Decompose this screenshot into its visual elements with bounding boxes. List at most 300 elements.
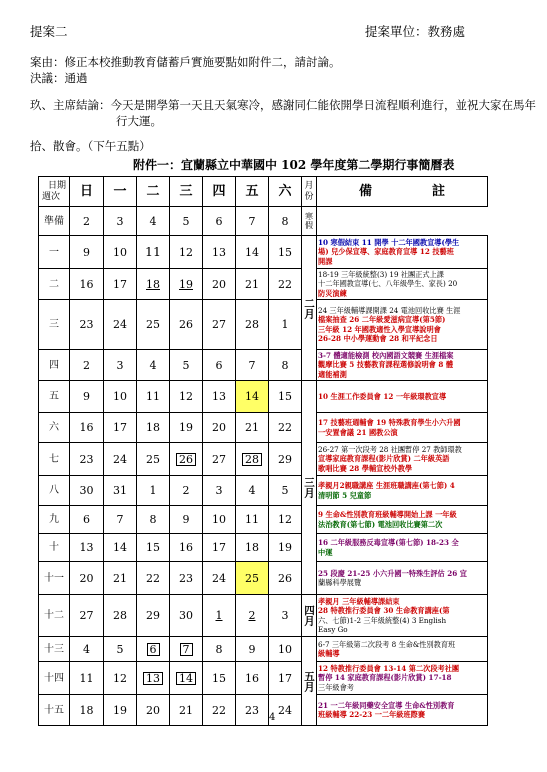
- day-number: 12: [278, 513, 292, 526]
- day-cell: [203, 662, 236, 695]
- week-label: 三: [39, 300, 70, 350]
- day-cell: [70, 506, 104, 534]
- day-number: 7: [248, 358, 256, 372]
- day-number: 10: [113, 390, 127, 403]
- day-number: 8: [281, 214, 289, 228]
- day-number: 2: [248, 609, 256, 622]
- remark-line: 12 特教推行委員會 13-14 第二次段考社團: [318, 664, 460, 674]
- day-cell: [236, 269, 269, 300]
- day-cell: [70, 595, 104, 637]
- corner-top: 日期: [47, 180, 66, 191]
- day-number: 7: [116, 513, 124, 526]
- day-cell: [203, 350, 236, 381]
- remark-cell: [317, 413, 488, 443]
- day-cell: [137, 534, 170, 562]
- day-cell: [269, 476, 302, 506]
- day-cell: [70, 662, 104, 695]
- day-cell: [70, 207, 104, 236]
- day-cell: [170, 381, 203, 413]
- day-header: 四: [203, 177, 236, 207]
- day-number: 17: [113, 277, 127, 291]
- day-number: 18: [79, 703, 94, 717]
- day-number: 15: [278, 390, 292, 403]
- day-number: 17: [212, 541, 226, 554]
- month-header: 月份: [302, 177, 317, 207]
- week-row: [39, 443, 488, 476]
- week-row: [39, 562, 488, 595]
- day-cell: [236, 350, 269, 381]
- day-cell: [170, 300, 203, 350]
- day-cell: [203, 637, 236, 662]
- day-cell: [170, 506, 203, 534]
- day-header: 二: [137, 177, 170, 207]
- remark-line: 級輔導: [318, 649, 340, 658]
- day-number: 6: [215, 358, 223, 372]
- day-cell: [137, 595, 170, 637]
- proposal-label: 提案二: [30, 24, 68, 39]
- week-label: 十一: [39, 562, 70, 595]
- day-cell: [104, 595, 137, 637]
- day-cell: [137, 207, 170, 236]
- day-cell: [137, 269, 170, 300]
- week-row: [39, 662, 488, 695]
- day-cell: [104, 269, 137, 300]
- day-cell: [137, 350, 170, 381]
- week-row: [39, 381, 488, 413]
- remark-line: 24 三年級輔導課開課 24 電池回收比賽 生涯: [318, 306, 461, 316]
- week-row: [39, 506, 488, 534]
- day-cell: [203, 534, 236, 562]
- day-header: 六: [269, 177, 302, 207]
- day-number: 11: [145, 244, 161, 259]
- day-number: 8: [215, 642, 223, 656]
- day-cell: [203, 476, 236, 506]
- day-cell: [269, 413, 302, 443]
- day-number: 4: [83, 642, 90, 656]
- day-number: 25: [245, 571, 259, 585]
- remark-header: [317, 177, 488, 207]
- day-number: 1: [149, 484, 157, 497]
- day-number: 5: [281, 484, 289, 497]
- corner-header: [39, 177, 70, 207]
- remark-line: 寒假: [305, 211, 313, 230]
- day-cell: [269, 236, 302, 269]
- day-number: 11: [146, 390, 160, 403]
- month-cell: 三月: [302, 381, 317, 595]
- day-number: 20: [146, 703, 160, 717]
- proposal-unit: 提案單位：教務處: [365, 24, 466, 39]
- remark-line: 蘭縣科學展覽: [318, 578, 362, 587]
- day-cell: [104, 695, 137, 726]
- day-cell: [137, 637, 170, 662]
- day-number: 25: [146, 452, 160, 466]
- remark-line: 檔案抽查 26 二年級愛滋病宣導(第5節): [318, 315, 446, 325]
- day-number: 5: [116, 642, 124, 656]
- day-number: 9: [83, 245, 90, 259]
- day-number: 15: [278, 245, 292, 259]
- day-number: 18: [146, 421, 160, 434]
- day-number: 9: [83, 390, 90, 403]
- day-number: 28: [113, 609, 127, 622]
- day-number: 30: [179, 609, 193, 622]
- remark-line: 十二年國教宣導(七、八年級學生、家長) 20: [318, 279, 458, 289]
- week-label: 十二: [39, 595, 70, 637]
- day-number: 21: [245, 277, 259, 291]
- day-number: 14: [176, 672, 196, 685]
- day-cell: [170, 207, 203, 236]
- day-cell: [137, 413, 170, 443]
- day-cell: [170, 236, 203, 269]
- day-cell: [70, 236, 104, 269]
- day-cell: [269, 381, 302, 413]
- day-number: 6: [83, 513, 90, 526]
- day-number: 26: [179, 318, 193, 331]
- day-cell: [269, 506, 302, 534]
- day-cell: [137, 476, 170, 506]
- day-cell: [203, 269, 236, 300]
- day-number: 16: [79, 277, 94, 291]
- day-cell: [137, 506, 170, 534]
- day-number: 23: [179, 571, 193, 585]
- day-cell: [203, 381, 236, 413]
- day-number: 26: [176, 453, 196, 466]
- day-cell: [170, 443, 203, 476]
- remark-cell: [317, 236, 488, 269]
- day-number: 17: [278, 671, 292, 685]
- day-cell: [104, 534, 137, 562]
- day-cell: [104, 381, 137, 413]
- day-number: 14: [245, 390, 259, 403]
- day-cell: [70, 269, 104, 300]
- remark-cell: [317, 476, 488, 506]
- day-cell: [170, 350, 203, 381]
- day-cell: [236, 595, 269, 637]
- day-number: 12: [179, 390, 193, 403]
- remark-line: 觀摩比賽 5 技藝教育課程選修說明會 8 體: [318, 360, 454, 370]
- remark-line: 9 生命&性別教育班級輔導開始上課 一年級: [318, 510, 457, 520]
- week-label: 一: [39, 236, 70, 269]
- day-cell: [70, 534, 104, 562]
- day-number: 29: [146, 609, 160, 622]
- day-number: 4: [149, 358, 157, 372]
- day-cell: [236, 476, 269, 506]
- day-number: 24: [113, 318, 127, 331]
- remark-line: 適能補測: [318, 369, 347, 379]
- day-number: 15: [212, 671, 226, 685]
- week-row: [39, 637, 488, 662]
- day-number: 27: [79, 609, 94, 622]
- remark-line: 歌唱比賽 28 學輔宣校外教學: [318, 463, 413, 473]
- remark-line: 18-19 三年級統整(3) 19 社團正式上課: [318, 270, 444, 280]
- remark-line: Easy Go: [318, 624, 348, 634]
- day-cell: [203, 207, 236, 236]
- day-cell: [236, 562, 269, 595]
- day-cell: [203, 506, 236, 534]
- day-number: 4: [248, 484, 256, 497]
- remark-line: 宣導家庭教育課程(影片欣賞) 二年級英語: [318, 454, 450, 464]
- day-cell: [170, 269, 203, 300]
- day-number: 30: [79, 484, 94, 497]
- day-cell: [137, 300, 170, 350]
- day-cell: [70, 350, 104, 381]
- day-cell: [137, 695, 170, 726]
- day-number: 23: [79, 318, 94, 331]
- day-number: 23: [79, 452, 94, 466]
- day-cell: [137, 381, 170, 413]
- day-number: 12: [179, 245, 193, 259]
- remark-line: 場) 兒少保宣導、家庭教育宣導 12 技藝班: [318, 247, 454, 257]
- day-number: 26: [278, 571, 292, 585]
- day-cell: [70, 300, 104, 350]
- remark-line: 六、七節)1-2 三年級統整(4) 3 English: [318, 615, 447, 625]
- day-number: 24: [212, 571, 226, 585]
- remark-line: 16 二年級服務反毒宣導(第七節) 18-23 全: [318, 538, 459, 548]
- day-number: 21: [179, 703, 193, 717]
- day-cell: [104, 207, 137, 236]
- day-cell: [70, 562, 104, 595]
- day-number: 29: [278, 452, 292, 466]
- day-cell: [269, 662, 302, 695]
- day-number: 16: [179, 541, 193, 554]
- day-number: 24: [278, 703, 292, 717]
- day-number: 16: [245, 671, 259, 685]
- day-number: 25: [146, 318, 160, 331]
- week-row: [39, 476, 488, 506]
- remark-b: 註: [432, 184, 446, 199]
- day-cell: [104, 637, 137, 662]
- page-number: 4: [269, 712, 276, 723]
- day-cell: [104, 662, 137, 695]
- remark-line: 28 特教推行委員會 30 生命教育講座(第: [318, 606, 450, 616]
- day-cell: [203, 562, 236, 595]
- week-label: 十: [39, 534, 70, 562]
- week-row: [39, 207, 488, 236]
- day-cell: [104, 562, 137, 595]
- week-row: [39, 595, 488, 637]
- day-number: 19: [113, 703, 127, 717]
- week-row: [39, 413, 488, 443]
- day-number: 17: [113, 421, 127, 434]
- day-number: 3: [116, 358, 124, 372]
- day-number: 21: [245, 421, 259, 434]
- conclusion-line-1: 玖、主席結論：今天是開學第一天且天氣寒冷，感謝同仁能依開學日流程順利進行，並祝大家在馬年: [30, 98, 536, 112]
- day-number: 3: [281, 609, 289, 622]
- remark-line: 三年級 12 年國教適性入學宣導說明會: [318, 324, 441, 334]
- day-number: 28: [245, 318, 259, 331]
- day-cell: [203, 236, 236, 269]
- day-cell: [236, 534, 269, 562]
- day-cell: [269, 443, 302, 476]
- day-number: 20: [79, 571, 94, 585]
- day-cell: [269, 534, 302, 562]
- remark-line: 班級輔導 22-23 一二年級班際賽: [318, 710, 426, 719]
- day-number: 19: [179, 277, 193, 291]
- day-number: 15: [146, 541, 160, 554]
- day-number: 18: [146, 277, 160, 291]
- day-cell: [236, 300, 269, 350]
- remark-line: 25 段慶 21-25 小六升國一特殊生評估 26 宜: [318, 568, 467, 578]
- day-cell: [170, 476, 203, 506]
- day-number: 13: [212, 390, 226, 403]
- day-cell: [203, 413, 236, 443]
- remark-cell: [317, 534, 488, 562]
- day-number: 2: [83, 214, 90, 228]
- remark-line: 26-28 中小學運動會 28 和平紀念日: [318, 333, 438, 343]
- day-number: 9: [248, 642, 256, 656]
- day-number: 8: [149, 513, 157, 526]
- week-row: [39, 350, 488, 381]
- day-cell: [104, 300, 137, 350]
- week-label: 四: [39, 350, 70, 381]
- day-number: 22: [212, 703, 226, 717]
- week-label: 二: [39, 269, 70, 300]
- day-cell: [269, 562, 302, 595]
- day-number: 3: [116, 214, 124, 228]
- day-cell: [236, 506, 269, 534]
- day-number: 10: [278, 642, 292, 656]
- conclusion-line-2: 行大運。: [116, 114, 162, 128]
- day-cell: [236, 236, 269, 269]
- day-cell: [70, 476, 104, 506]
- day-cell: [203, 300, 236, 350]
- remark-cell: [317, 662, 488, 695]
- remark-line: 10 寒假結束 11 開學 十二年國教宣導(學生: [318, 238, 460, 248]
- day-number: 27: [212, 452, 226, 466]
- remark-line: 法治教育(第七節) 電池回收比賽第二次: [318, 519, 443, 529]
- remark-cell: [302, 207, 317, 236]
- day-cell: [269, 207, 302, 236]
- day-number: 13: [143, 672, 163, 685]
- day-number: 12: [113, 671, 127, 685]
- day-number: 5: [182, 358, 190, 372]
- week-label: 準備: [39, 207, 70, 236]
- week-row: [39, 534, 488, 562]
- day-cell: [236, 207, 269, 236]
- day-number: 10: [212, 513, 226, 526]
- remark-cell: [317, 562, 488, 595]
- day-number: 6: [215, 214, 223, 228]
- day-number: 20: [212, 277, 226, 291]
- day-number: 21: [113, 571, 127, 585]
- day-cell: [70, 637, 104, 662]
- day-cell: [170, 595, 203, 637]
- month-cell: 五月: [302, 637, 317, 726]
- day-header: 日: [70, 177, 104, 207]
- remark-cell: [317, 695, 488, 726]
- day-cell: [137, 236, 170, 269]
- corner-bottom: 週次: [42, 191, 61, 202]
- day-number: 1: [215, 609, 223, 622]
- day-number: 13: [79, 541, 94, 554]
- remark-cell: [317, 637, 488, 662]
- day-number: 22: [278, 277, 292, 291]
- day-cell: [170, 662, 203, 695]
- remark-cell: [317, 350, 488, 381]
- week-label: 六: [39, 413, 70, 443]
- week-row: [39, 695, 488, 726]
- day-number: 22: [146, 571, 160, 585]
- week-label: 七: [39, 443, 70, 476]
- day-cell: [269, 637, 302, 662]
- remark-cell: [317, 443, 488, 476]
- case-reason: 案由：修正本校推動教育儲蓄戶實施要點如附件二，請討論。: [30, 55, 341, 69]
- day-cell: [170, 695, 203, 726]
- day-cell: [203, 595, 236, 637]
- day-cell: [236, 695, 269, 726]
- remark-cell: [317, 300, 488, 350]
- week-label: 五: [39, 381, 70, 413]
- day-cell: [170, 562, 203, 595]
- day-number: 28: [242, 453, 262, 466]
- remark-line: 防災演練: [318, 288, 347, 298]
- day-number: 3: [215, 484, 223, 497]
- day-cell: [170, 637, 203, 662]
- remark-line: 10 生涯工作委員會 12 一年級環教宣導: [318, 391, 447, 401]
- day-cell: [137, 443, 170, 476]
- week-label: 八: [39, 476, 70, 506]
- week-row: [39, 236, 488, 269]
- day-header: 三: [170, 177, 203, 207]
- remark-line: 清明節 5 兒童節: [318, 490, 372, 500]
- day-cell: [104, 506, 137, 534]
- day-number: 2: [83, 358, 90, 372]
- day-number: 10: [113, 245, 127, 259]
- day-number: 31: [113, 484, 127, 497]
- day-cell: [70, 381, 104, 413]
- day-number: 20: [212, 421, 226, 434]
- day-cell: [269, 350, 302, 381]
- week-label: 九: [39, 506, 70, 534]
- calendar-table: [38, 176, 488, 726]
- day-cell: [236, 413, 269, 443]
- day-number: 4: [149, 214, 157, 228]
- day-cell: [104, 443, 137, 476]
- day-number: 7: [180, 643, 193, 656]
- remark-cell: [317, 506, 488, 534]
- day-header: 一: [104, 177, 137, 207]
- day-cell: [203, 695, 236, 726]
- remark-line: 暫停 14 家庭教育課程(影片欣賞) 17-18: [318, 673, 452, 683]
- day-number: 13: [212, 245, 226, 259]
- day-cell: [236, 443, 269, 476]
- day-number: 5: [182, 214, 190, 228]
- attachment-title: 附件一：宜蘭縣立中華國中 102 學年度第二學期行事簡曆表: [133, 158, 455, 172]
- day-cell: [170, 413, 203, 443]
- day-cell: [170, 534, 203, 562]
- remark-line: 17 技藝班週輔會 19 特殊教育學生小六升國: [318, 418, 461, 428]
- day-number: 22: [278, 421, 292, 434]
- remark-cell: [317, 381, 488, 413]
- remark-line: 孝親月2親職講座 生涯班職講座(第七節) 4: [318, 481, 455, 491]
- day-cell: [137, 662, 170, 695]
- week-row: [39, 300, 488, 350]
- remark-line: 開課: [318, 256, 333, 266]
- adjournment: 拾、散會。（下午五點）: [30, 139, 151, 153]
- remark-line: 中運: [318, 547, 333, 557]
- day-number: 11: [245, 513, 259, 526]
- remark-line: 孝親月 三年級輔導課結束: [318, 597, 400, 607]
- day-number: 14: [113, 541, 127, 554]
- day-cell: [203, 443, 236, 476]
- week-row: [39, 269, 488, 300]
- remark-a: 備: [358, 184, 372, 199]
- remark-line: 21 一二年級同藥安全宣導 生命&性別教育: [318, 700, 455, 710]
- day-cell: [269, 269, 302, 300]
- day-cell: [104, 236, 137, 269]
- remark-line: 3-7 體適能檢測 校內國語文競賽 生涯檔案: [318, 351, 454, 361]
- week-label: 十五: [39, 695, 70, 726]
- day-number: 2: [182, 484, 190, 497]
